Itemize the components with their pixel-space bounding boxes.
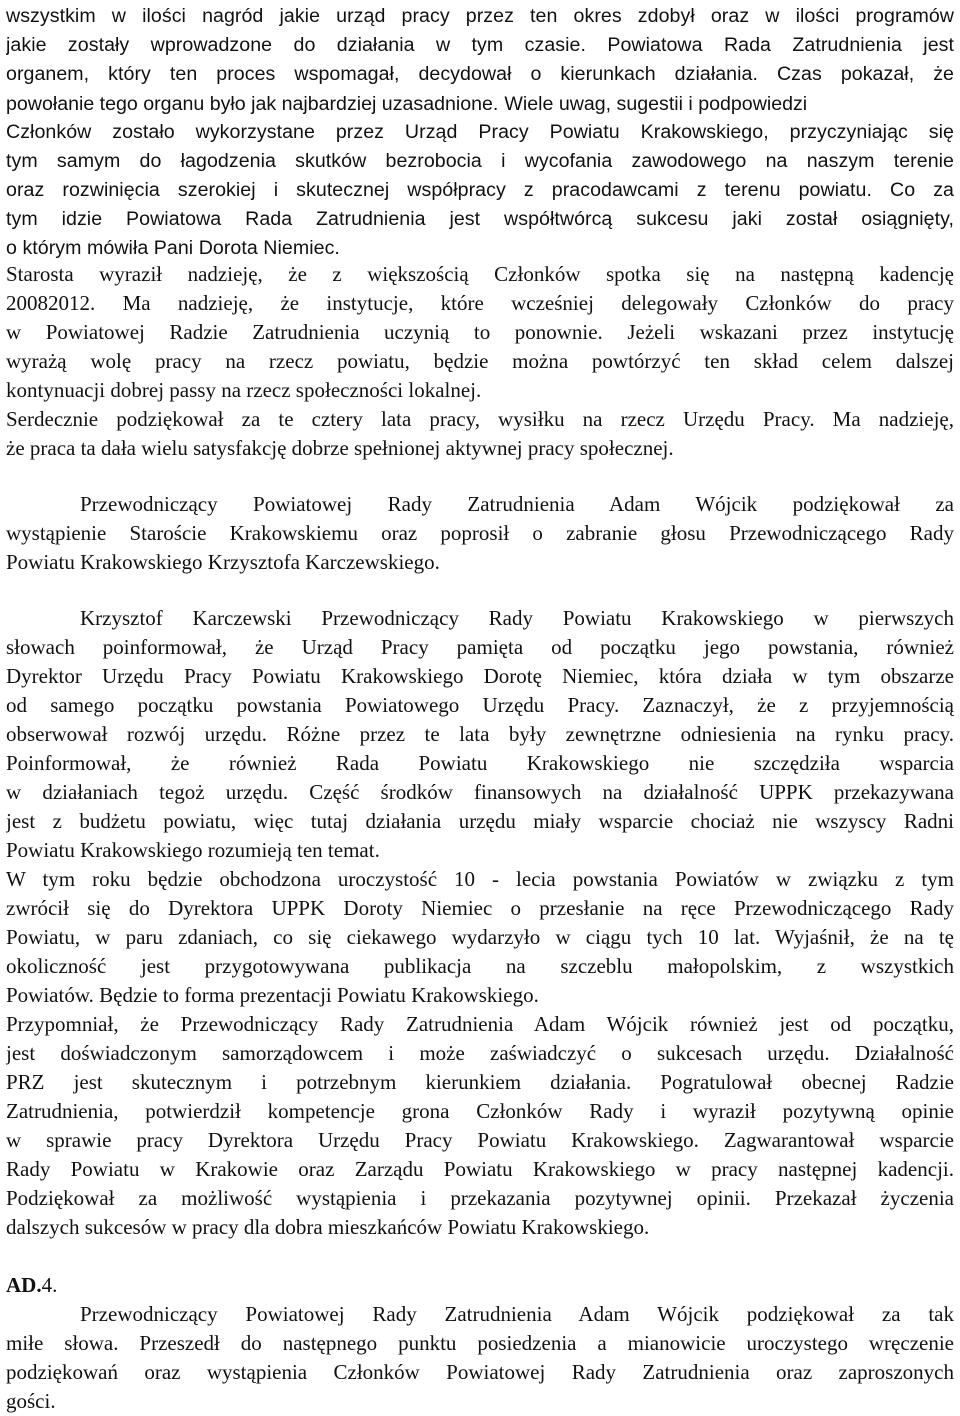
text-line: w działaniach tegoż urzędu. Część środków finansowych na działalność UPPK przekazywana (6, 780, 954, 804)
text-line: jest doświadczonym samorządowcem i może zaświadczyć o sukcesach urzędu. Działalność (6, 1041, 954, 1065)
text-line: gości. (6, 1389, 56, 1413)
text-line: zwrócił się do Dyrektora UPPK Doroty Niemiec o przesłanie na ręce Przewodniczącego Rady (6, 896, 954, 920)
text-line: miłe słowa. Przeszedł do następnego punktu posiedzenia a mianowicie uroczystego wręczenie (6, 1331, 954, 1355)
text-line: Przewodniczący Powiatowej Rady Zatrudnienia Adam Wójcik podziękował za (80, 492, 954, 516)
text-line: Rady Powiatu w Krakowie oraz Zarządu Powiatu Krakowskiego w pracy następnej kadencji. (6, 1157, 954, 1181)
text-line: Przewodniczący Powiatowej Rady Zatrudnienia Adam Wójcik podziękował za tak (80, 1302, 954, 1326)
text-line: w sprawie pracy Dyrektora Urzędu Pracy Powiatu Krakowskiego. Zagwarantował wsparcie (6, 1128, 954, 1152)
text-line: Powiatu Krakowskiego Krzysztofa Karczewskiego. (6, 550, 440, 574)
text-line: W tym roku będzie obchodzona uroczystość 10 - lecia powstania Powiatów w związku z tym (6, 867, 954, 891)
text-line: Krzysztof Karczewski Przewodniczący Rady Powiatu Krakowskiego w pierwszych (80, 606, 954, 630)
text-fragment: powołanie tego organu było jak najbardziej uzasadnione. (6, 93, 499, 115)
text-line: w Powiatowej Radzie Zatrudnienia uczynią to ponownie. Jeżeli wskazani przez instytucję (6, 320, 954, 344)
text-line: dalszych sukcesów w pracy dla dobra mieszkańców Powiatu Krakowskiego. (6, 1215, 650, 1239)
section-label (6, 1271, 954, 1300)
section-label-number: 4. (41, 1273, 58, 1297)
text-line: jakie zostały wprowadzone do działania w tym czasie. Powiatowa Rada Zatrudnienia jest (6, 34, 954, 56)
text-line: Dyrektor Urzędu Pracy Powiatu Krakowskiego Dorotę Niemiec, która działa w tym obszarze (6, 664, 954, 688)
text-line: kontynuacji dobrej passy na rzecz społeczności lokalnej. (6, 378, 482, 402)
text-line: wystąpienie Staroście Krakowskiemu oraz poprosił o zabranie głosu Przewodniczącego Rady (6, 521, 954, 545)
text-line: o którym mówiła Pani Dorota Niemiec. (6, 237, 340, 259)
text-line: od samego początku powstania Powiatowego Urzędu Pracy. Zaznaczył, że z przyjemnością (6, 693, 954, 717)
text-line: 20082012. Ma nadzieję, że instytucje, które wcześniej delegowały Członków do pracy (6, 291, 954, 315)
text-line: tym idzie Powiatowa Rada Zatrudnienia jest współtwórcą sukcesu jaki został osiągnięty, (6, 208, 954, 230)
text-line: organem, który ten proces wspomagał, decydował o kierunkach działania. Czas pokazał, że (6, 63, 954, 85)
text-line: Starosta wyraził nadzieję, że z większością Członków spotka się na następną kadencję (6, 262, 954, 286)
text-line: wszystkim w ilości nagród jakie urząd pracy przez ten okres zdobył oraz w ilości programów (6, 5, 954, 27)
text-line: Przypomniał, że Przewodniczący Rady Zatrudnienia Adam Wójcik również jest od początku, (6, 1012, 954, 1036)
text-line: Poinformował, że również Rada Powiatu Krakowskiego nie szczędziła wsparcia (6, 751, 954, 775)
text-line: Powiatu Krakowskiego rozumieją ten temat. (6, 838, 380, 862)
section-label-prefix: AD. (6, 1273, 42, 1297)
text-line: okoliczność jest przygotowywana publikacja na szczeblu małopolskim, z wszystkich (6, 954, 954, 978)
text-line: Serdecznie podziękował za te cztery lata pracy, wysiłku na rzecz Urzędu Pracy. Ma nadzieję, (6, 407, 954, 431)
text-line: PRZ jest skutecznym i potrzebnym kierunkiem działania. Pogratulował obecnej Radzie (6, 1070, 954, 1094)
text-line: wyrażą wolę pracy na rzecz powiatu, będzie można powtórzyć ten skład celem dalszej (6, 349, 954, 373)
text-line: że praca ta dała wielu satysfakcję dobrze spełnionej aktywnej pracy społecznej. (6, 436, 674, 460)
text-line: Powiatu, w paru zdaniach, co się ciekawego wydarzyło w ciągu tych 10 lat. Wyjaśnił, że na tę (6, 925, 954, 949)
text-line: Powiatów. Będzie to forma prezentacji Powiatu Krakowskiego. (6, 983, 539, 1007)
text-line: słowach poinformował, że Urząd Pracy pamięta od początku jego powstania, również (6, 635, 954, 659)
text-line: oraz rozwinięcia szerokiej i skutecznej współpracy z pracodawcami z terenu powiatu. Co za (6, 179, 954, 201)
text-line: obserwował rozwój urzędu. Różne przez te lata były zewnętrzne odniesienia na rynku pracy. (6, 722, 954, 746)
text-line: Podziękował za możliwość wystąpienia i przekazania pozytywnej opinii. Przekazał życzenia (6, 1186, 954, 1210)
text-fragment: Wiele uwag, sugestii i podpowiedzi (504, 93, 808, 115)
text-line: Członków zostało wykorzystane przez Urząd Pracy Powiatu Krakowskiego, przyczyniając się (6, 121, 954, 143)
text-line: Zatrudnienia, potwierdził kompetencje grona Członków Rady i wyraził pozytywną opinie (6, 1099, 954, 1123)
text-line: jest z budżetu powiatu, więc tutaj działania urzędu miały wsparcie chociaż nie wszyscy Radni (6, 809, 954, 833)
text-line (6, 89, 954, 118)
text-line: podziękowań oraz wystąpienia Członków Powiatowej Rady Zatrudnienia oraz zaproszonych (6, 1360, 954, 1384)
text-line: tym samym do łagodzenia skutków bezrobocia i wycofania zawodowego na naszym terenie (6, 150, 954, 172)
